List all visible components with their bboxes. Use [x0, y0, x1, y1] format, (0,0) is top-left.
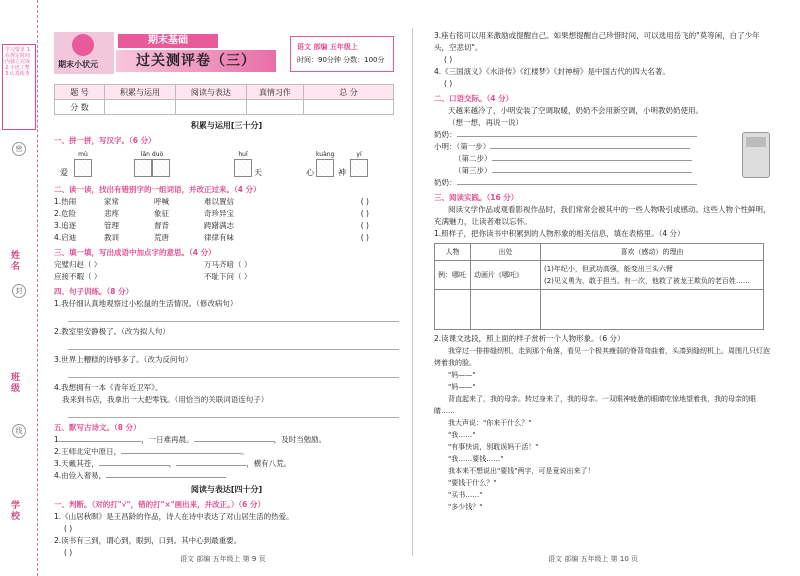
score-table [54, 84, 394, 115]
q2-row: 3.追逐 管理 督背 踌躇满志 ( ) [54, 221, 369, 230]
q5-line: 1. ，一日难再晨。 ，及时当勉励。 [54, 435, 327, 444]
q2-rows [54, 196, 399, 244]
study-requirements-box: 学习要求 1.在规定时间内独立完成 2.字迹工整 3.认真检查 [2, 44, 36, 130]
table-header: 喜欢（感动）的理由 [541, 244, 764, 261]
seal-circle: 密 [12, 142, 26, 156]
logo [54, 32, 114, 74]
reading-title: 三、阅读实践。（16 分） [434, 193, 519, 202]
answer-line[interactable] [68, 312, 399, 322]
q4-title: 四、句子训练。（8 分） [54, 287, 134, 296]
q4-item: 1.我仔细认真地观察过小松鼠的生活情况。（修改病句） [54, 299, 238, 308]
q2-row: 1.热闹 家常 呼喊 难以置信 ( ) [54, 197, 369, 206]
q5-line: 2.王师北定中原日， 。 [54, 447, 249, 456]
reading-intro: 阅读文学作品或观看影视作品时，我们常常会被其中的一些人物吸引或感动。这些人物个性鲜明，充满魅力，让读者难以忘怀。 [434, 205, 771, 226]
reading-q1: 1.照样子，把你读书中积累到的人物形象的相关信息，填在表格里。（4 分） [434, 229, 685, 238]
q3-title: 三、填一填，写出成语中加点字的意思。（4 分） [54, 248, 216, 257]
answer-line[interactable] [68, 368, 399, 378]
oral-line: 奶奶： [434, 129, 774, 141]
q3-item[interactable]: 不耻下问（ ） [204, 272, 252, 281]
seal-circle: 封 [12, 284, 26, 298]
r1-title: 一、判断。（对的打"√"，错的打"×"画出来，并改正。）（6 分） [54, 500, 265, 509]
pinyin-box[interactable]: lǎn duò [134, 149, 170, 177]
pinyin-box[interactable]: huǐ [234, 149, 252, 177]
r1-item: 3.座右铭可以用来激励或提醒自己。如果想提醒自己珍惜时间，可以选用岳飞的"莫等闲，白了少年头，空悲切"。 [434, 31, 760, 52]
table-cell: 动画片《哪吒》 [471, 261, 541, 290]
exam-header [54, 32, 394, 74]
pinyin-context-char: 天 [254, 168, 262, 177]
table-cell[interactable] [435, 290, 471, 330]
q5-line: 3.天戴其苍， ， ，横有八荒。 [54, 459, 292, 468]
binding-strip [0, 0, 38, 576]
part1-title: 积累与运用[三十分] [190, 121, 263, 130]
part2-title: 阅读与表达[四十分] [190, 485, 263, 494]
reading-q2: 2.读课文选段，照上面的样子赏析一个人物形象。（6 分） [434, 334, 625, 343]
q2-row: 2.危险 悲疼 象征 奇珍异宝 ( ) [54, 209, 369, 218]
answer-line[interactable] [68, 408, 399, 418]
score-header: 积累与运用 [105, 85, 176, 100]
passage-paragraph: "要钱干什么？" [448, 479, 497, 487]
table-cell[interactable] [541, 290, 764, 330]
table-cell: (1)年纪小，但武功高强，能变出三头六臂 (2)见义勇为，敢于担当。有一次，他救了被龙王欺负的老百姓…… [541, 261, 764, 290]
page-footer-left: 语文 部编 五年级上 第 9 页 [180, 555, 266, 563]
pinyin-box[interactable]: mù [74, 149, 92, 177]
q4-item: 4.我想拥有一本《青年近卫军》。 [54, 383, 163, 392]
r1-paren[interactable]: ( ) [64, 524, 73, 533]
score-cell[interactable] [246, 100, 303, 115]
passage-paragraph: "妈——" [448, 371, 476, 379]
answer-line[interactable] [68, 340, 399, 350]
oral-line: 奶奶： [434, 177, 774, 189]
q3-item[interactable]: 应接不暇（ ） [54, 272, 102, 281]
logo-emblem-icon [72, 34, 94, 56]
passage-paragraph: "买书……" [448, 491, 483, 499]
logo-text: 期末小状元 [58, 60, 98, 69]
score-cell[interactable] [304, 100, 394, 115]
passage-paragraph: "我……" [448, 431, 476, 439]
pinyin-row [54, 149, 399, 181]
passage-paragraph: 背直起来了，我的母亲。转过身来了，我的母亲。一双眼神疲惫的眼睛吃惊地望着我，我的母亲的眼睛…… [434, 395, 756, 415]
q4-item: 2.教室里安静极了。（改为拟人句） [54, 327, 170, 336]
table-cell[interactable] [471, 290, 541, 330]
oral-title: 二、口语交际。（4 分） [434, 94, 514, 103]
passage-paragraph: 我穿过一排排缝纫机，走到那个角落，看见一个极其瘦弱的脊背弯曲着，头凑到缝纫机上。周围几只灯泡烤着我的脸。 [434, 347, 770, 367]
q5-title: 五、默写古诗文。（8 分） [54, 423, 141, 432]
oral-line: 小明：（第一步） [434, 141, 774, 153]
air-conditioner-remote-icon [742, 132, 770, 178]
r1-item: 1.《山居秋暝》是王昌龄的作品，诗人在诗中表达了对山居生活的热爱。 [54, 512, 294, 521]
r1-item: 2.读书有三到，谓心到，眼到，口到。其中心到最重要。 [54, 536, 242, 545]
score-cell[interactable] [175, 100, 246, 115]
class-label: 班级 [9, 372, 19, 394]
school-label: 学校 [9, 500, 19, 522]
oral-line: （第二步） [434, 153, 774, 165]
q2-title: 二、读一读，找出有错别字的一组词语，并改正过来。（4 分） [54, 185, 261, 194]
exam-info [290, 36, 394, 72]
page-divider [412, 28, 413, 556]
q3-item[interactable]: 完璧归赵（ ） [54, 260, 102, 269]
passage-paragraph: "多少钱？" [448, 503, 483, 511]
oral-text: 天越来越冷了，小明安装了空调取暖，奶奶不会用新空调，小明教奶奶使用。 [448, 106, 703, 115]
passage-paragraph: "我……要钱……" [448, 455, 504, 463]
passage-paragraph: 我本来不想说出"要钱"两字，可是竟说出来了！ [448, 467, 595, 475]
seal-circle: 线 [12, 424, 26, 438]
score-header: 题 号 [55, 85, 105, 100]
score-cell[interactable] [105, 100, 176, 115]
q3-items [54, 259, 399, 283]
exam-tag: 期末基础 [118, 34, 218, 48]
oral-hint: （想一想，再说一说） [448, 118, 523, 127]
q5-line: 4.由俭入奢易， [54, 470, 399, 482]
pinyin-box[interactable]: kuàng [316, 149, 334, 177]
score-header: 总 分 [304, 85, 394, 100]
subject-line: 语文 部编 五年级上 [297, 43, 358, 51]
q4-item: 3.世界上糟糕的诗够多了。（改为反问句） [54, 355, 193, 364]
table-header: 人物 [435, 244, 471, 261]
passage-paragraph: 我大声说："你来干什么？" [448, 419, 532, 427]
left-column [54, 118, 399, 559]
exam-title: 过关测评卷（三） [116, 50, 276, 72]
time-line: 时间：90分钟 分数：100分 [297, 56, 385, 64]
pinyin-context-char: 神 [338, 168, 346, 177]
oral-line: （第三步） [434, 165, 774, 177]
right-column [434, 30, 774, 513]
pinyin-box[interactable]: yí [350, 149, 368, 177]
passage-paragraph: "妈——" [448, 383, 476, 391]
score-header: 阅读与表达 [175, 85, 246, 100]
pinyin-context-char: 心 [306, 168, 314, 177]
r1-paren[interactable]: ( ) [444, 79, 453, 88]
passage-paragraph: "有事快说，别耽误妈干活！" [448, 443, 539, 451]
table-cell: 例：哪吒 [435, 261, 471, 290]
score-row-label: 分 数 [55, 100, 105, 115]
character-table [434, 243, 764, 330]
q2-row: 4.启迪 教训 荒唐 律律有味 ( ) [54, 233, 369, 242]
name-label: 姓名 [9, 250, 19, 272]
q3-item[interactable]: 万马齐喑（ ） [204, 260, 252, 269]
table-header: 出处 [471, 244, 541, 261]
q1-title: 一、拼一拼，写汉字。（6 分） [54, 136, 156, 145]
q4-subitem: 我来到书店，我拿出一大把零钱。（用恰当的关联词语连句子） [62, 395, 269, 404]
page-footer-right: 语文 部编 五年级上 第 10 页 [548, 555, 639, 563]
r1-paren[interactable]: ( ) [444, 55, 453, 64]
pinyin-context-char: 爱 [60, 168, 68, 177]
r1-paren[interactable]: ( ) [64, 548, 73, 557]
score-header: 真情习作 [246, 85, 303, 100]
r1-item: 4.《三国演义》《水浒传》《红楼梦》《封神榜》是中国古代的四大名著。 [434, 67, 670, 76]
